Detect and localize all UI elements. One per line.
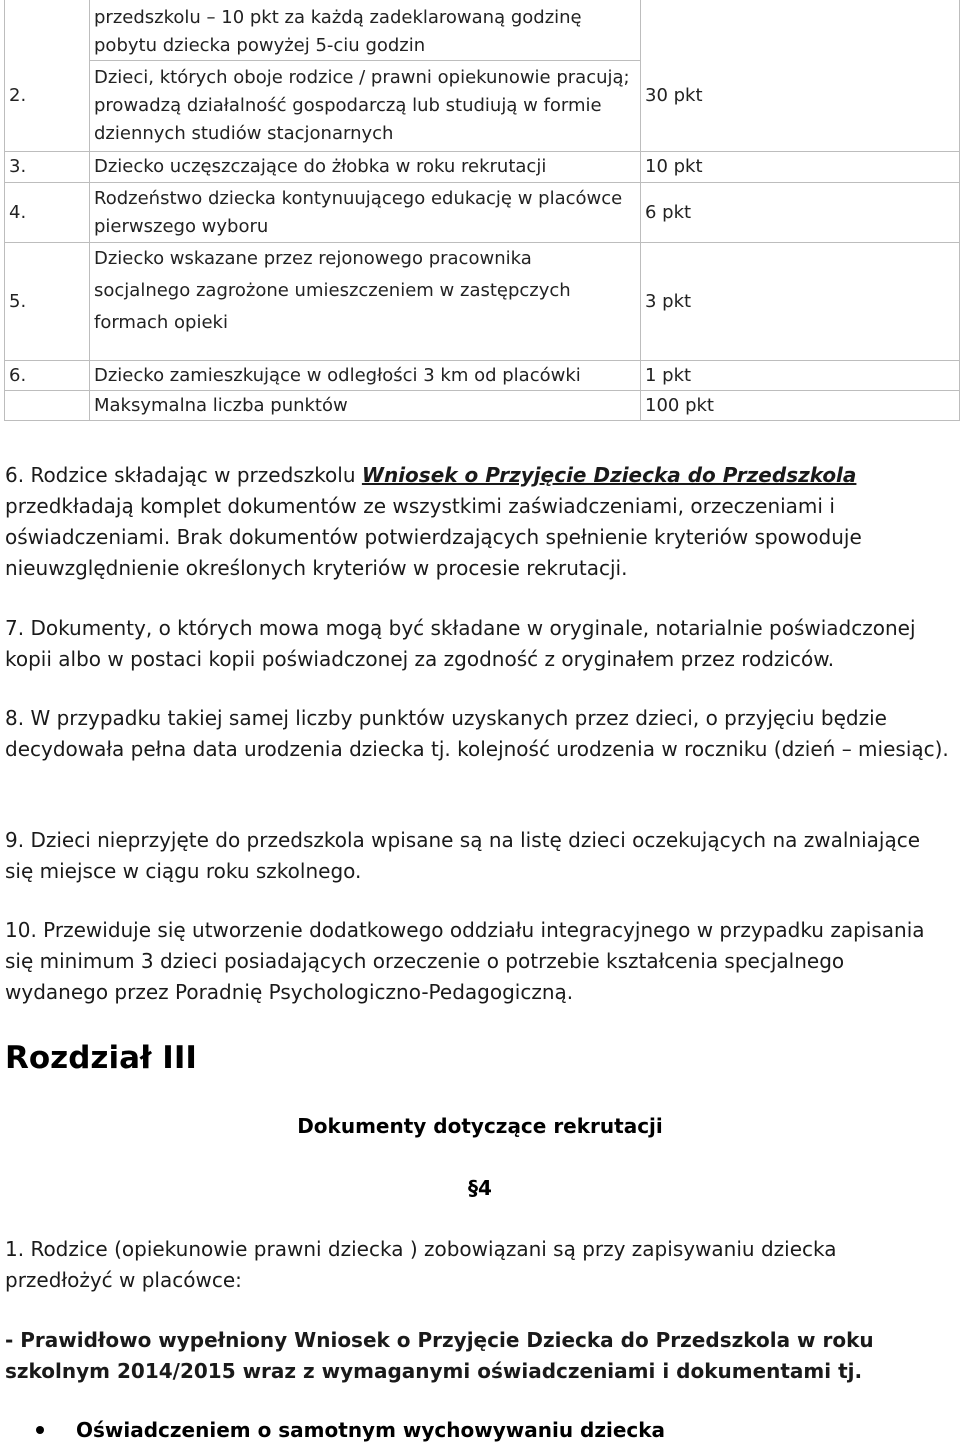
description-text: Maksymalna liczba punktów <box>94 394 348 416</box>
description-cell <box>90 391 641 421</box>
table-row <box>5 152 960 183</box>
section-title: Dokumenty dotyczące rekrutacji <box>297 1114 663 1138</box>
description-cell <box>90 183 641 243</box>
description-line: socjalnego zagrożone umieszczeniem w zastępczych <box>94 280 571 301</box>
table-row <box>5 0 960 61</box>
row-number-cell <box>5 391 90 421</box>
row-number-cell <box>5 243 90 361</box>
description-text: Dziecko zamieszkujące w odległości 3 km od placówki <box>94 364 581 386</box>
paragraph-text: 6. Rodzice składając w przedszkolu <box>5 463 362 487</box>
description-line: pobytu dziecka powyżej 5-ciu godzin <box>94 35 426 56</box>
row-number-cell <box>5 0 90 152</box>
table-row <box>5 243 960 361</box>
points-cell <box>641 183 960 243</box>
description-cell <box>90 243 641 361</box>
document-title: Wniosek o Przyjęcie Dziecka do Przedszkola <box>361 463 857 487</box>
points-value: 10 pkt <box>645 156 703 177</box>
bullet-text: Oświadczeniem o samotnym wychowywaniu dziecka <box>76 1418 666 1442</box>
points-value: 3 pkt <box>645 290 692 312</box>
points-cell <box>641 152 960 183</box>
paragraph-7: 7. Dokumenty, o których mowa mogą być składane w oryginale, notarialnie poświadczonej kopii albo w postaci kopii poświadczonej za zgodność z oryginałem przez rodziców. <box>5 616 916 671</box>
table-row <box>5 183 960 243</box>
chapter-heading: Rozdział III <box>5 1040 197 1076</box>
paragraph-mark: §4 <box>468 1176 492 1200</box>
points-cell <box>641 361 960 391</box>
criteria-table <box>4 0 960 421</box>
description-cell <box>90 152 641 183</box>
description-text: Rodzeństwo dziecka kontynuującego edukację w placówce pierwszego wyboru <box>94 187 623 237</box>
row-number: 3. <box>9 156 27 177</box>
points-cell <box>641 391 960 421</box>
description-line: formach opieki <box>94 312 228 333</box>
points-cell <box>641 243 960 361</box>
table-row <box>5 391 960 421</box>
description-cell <box>90 361 641 391</box>
row-number-cell <box>5 152 90 183</box>
paragraph-8: 8. W przypadku takiej samej liczby punktów uzyskanych przez dzieci, o przyjęciu będzie decydowała pełna data urodzenia dziecka tj. kolejność urodzenia w roczniku (dzień – miesiąc). <box>5 706 949 761</box>
description-cell <box>90 61 641 152</box>
bullet-item <box>36 1418 665 1442</box>
section-paragraph-2: - Prawidłowo wypełniony Wniosek o Przyjęcie Dziecka do Przedszkola w roku szkolnym 2014/2015 wraz z wymaganymi oświadczeniami i dokumentami tj. <box>5 1328 874 1383</box>
row-number: 2. <box>9 84 27 106</box>
paragraph-10: 10. Przewiduje się utworzenie dodatkowego oddziału integracyjnego w przypadku zapisania się minimum 3 dzieci posiadających orzeczenie o potrzebie kształcenia specjalnego wydanego przez Poradnię Psychologiczno-Pedagogiczną. <box>5 918 925 1004</box>
description-line: Dziecko wskazane przez rejonowego pracownika <box>94 248 532 269</box>
points-cell <box>641 0 960 152</box>
description-line: przedszkolu – 10 pkt za każdą zadeklarowaną godzinę <box>94 7 582 28</box>
description-cell <box>90 0 641 61</box>
points-value: 1 pkt <box>645 364 692 386</box>
row-number-cell <box>5 361 90 391</box>
points-value: 30 pkt <box>645 84 703 106</box>
points-value: 6 pkt <box>645 201 692 223</box>
bullet-dot-icon <box>36 1426 44 1434</box>
row-number: 5. <box>9 290 27 312</box>
paragraph-9: 9. Dzieci nieprzyjęte do przedszkola wpisane są na listę dzieci oczekujących na zwalniające się miejsce w ciągu roku szkolnego. <box>5 828 921 883</box>
description-text: Dzieci, których oboje rodzice / prawni opiekunowie pracują; prowadzą działalność gospodarczą lub studiują w formie dziennych studiów stacjonarnych <box>94 67 630 144</box>
paragraph-text: przedkładają komplet dokumentów ze wszystkimi zaświadczeniami, orzeczeniami i oświadczeniami. Brak dokumentów potwierdzających spełnienie kryteriów spowoduje nieuwzględnienie określonych kryteriów w procesie rekrutacji. <box>5 494 862 580</box>
section-paragraph-1: 1. Rodzice (opiekunowie prawni dziecka ) zobowiązani są przy zapisywaniu dziecka przedłożyć w placówce: <box>5 1237 837 1292</box>
description-text: Dziecko uczęszczające do żłobka w roku rekrutacji <box>94 156 547 177</box>
table-row <box>5 361 960 391</box>
points-value: 100 pkt <box>645 394 714 416</box>
row-number: 4. <box>9 201 27 223</box>
row-number: 6. <box>9 364 27 386</box>
row-number-cell <box>5 183 90 243</box>
paragraph-6 <box>5 460 950 584</box>
